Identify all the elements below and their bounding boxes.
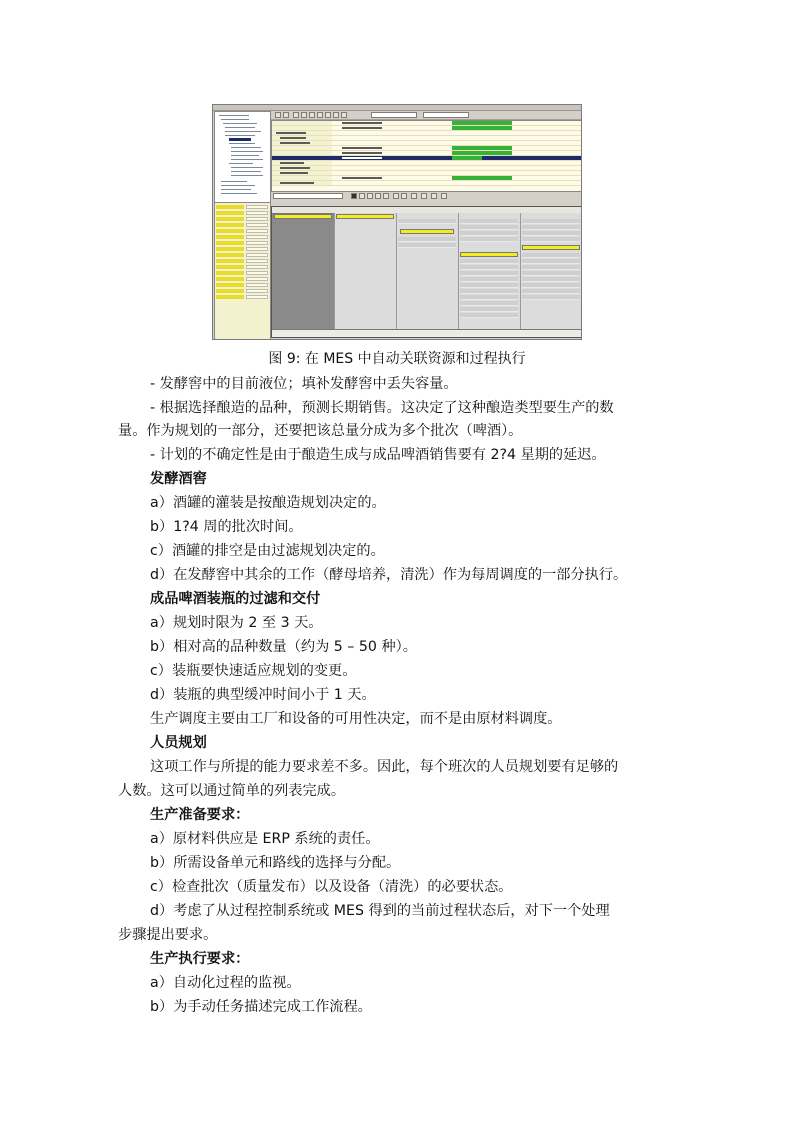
text-line: c）装瓶要快速适应规划的变更。 (150, 663, 357, 679)
text-line: - 根据选择酿造的品种，预测长期销售。这决定了这种酿造类型要生产的数 (150, 400, 614, 416)
text-line: a）规划时限为 2 至 3 天。 (150, 615, 323, 631)
text-line: c）酒罐的排空是由过滤规划决定的。 (150, 543, 385, 559)
text-line: 生产调度主要由工厂和设备的可用性决定，而不是由原材料调度。 (150, 711, 562, 727)
mes-screenshot-figure (212, 104, 582, 340)
section-heading: 人员规划 (150, 735, 207, 751)
figure-bottom-grid (271, 206, 582, 338)
text-line: a）酒罐的灌装是按酿造规划决定的。 (150, 495, 386, 511)
section-heading: 生产准备要求： (150, 807, 250, 823)
text-line: b）相对高的品种数量（约为 5 – 50 种）。 (150, 639, 417, 655)
figure-second-toolbar (271, 192, 581, 204)
text-line: a）原材料供应是 ERP 系统的责任。 (150, 831, 380, 847)
section-heading: 生产执行要求： (150, 951, 250, 967)
text-line: d）在发酵窖中其余的工作（酵母培养，清洗）作为每周调度的一部分执行。 (150, 567, 628, 583)
text-line: 步骤提出要求。 (118, 927, 218, 943)
text-line: 量。作为规划的一部分，还要把该总量分成为多个批次（啤酒）。 (118, 423, 523, 439)
text-line: b）所需设备单元和路线的选择与分配。 (150, 855, 401, 871)
figure-properties-panel (214, 202, 271, 340)
text-line: b）为手动任务描述完成工作流程。 (150, 999, 372, 1015)
figure-tree-panel (214, 111, 271, 203)
figure-toolbar (271, 111, 581, 120)
text-line: - 计划的不确定性是由于酿造生成与成品啤酒销售要有 2?4 星期的延迟。 (150, 447, 606, 463)
text-line: 人数。这可以通过简单的列表完成。 (118, 783, 346, 799)
text-line: - 发酵窖中的目前液位；填补发酵窖中丢失容量。 (150, 376, 458, 392)
text-line: a）自动化过程的监视。 (150, 975, 301, 991)
text-line: 这项工作与所提的能力要求差不多。因此，每个班次的人员规划要有足够的 (150, 759, 619, 775)
section-heading: 发酵酒窖 (150, 471, 207, 487)
text-line: b）1?4 周的批次时间。 (150, 519, 303, 535)
section-heading: 成品啤酒装瓶的过滤和交付 (150, 591, 321, 607)
text-line: d）考虑了从过程控制系统或 MES 得到的当前过程状态后，对下一个处理 (150, 903, 610, 919)
figure-caption: 图 9: 在 MES 中自动关联资源和过程执行 (268, 351, 526, 367)
text-line: c）检查批次（质量发布）以及设备（清洗）的必要状态。 (150, 879, 513, 895)
text-line: d）装瓶的典型缓冲时间小于 1 天。 (150, 687, 376, 703)
figure-top-grid (271, 120, 582, 192)
